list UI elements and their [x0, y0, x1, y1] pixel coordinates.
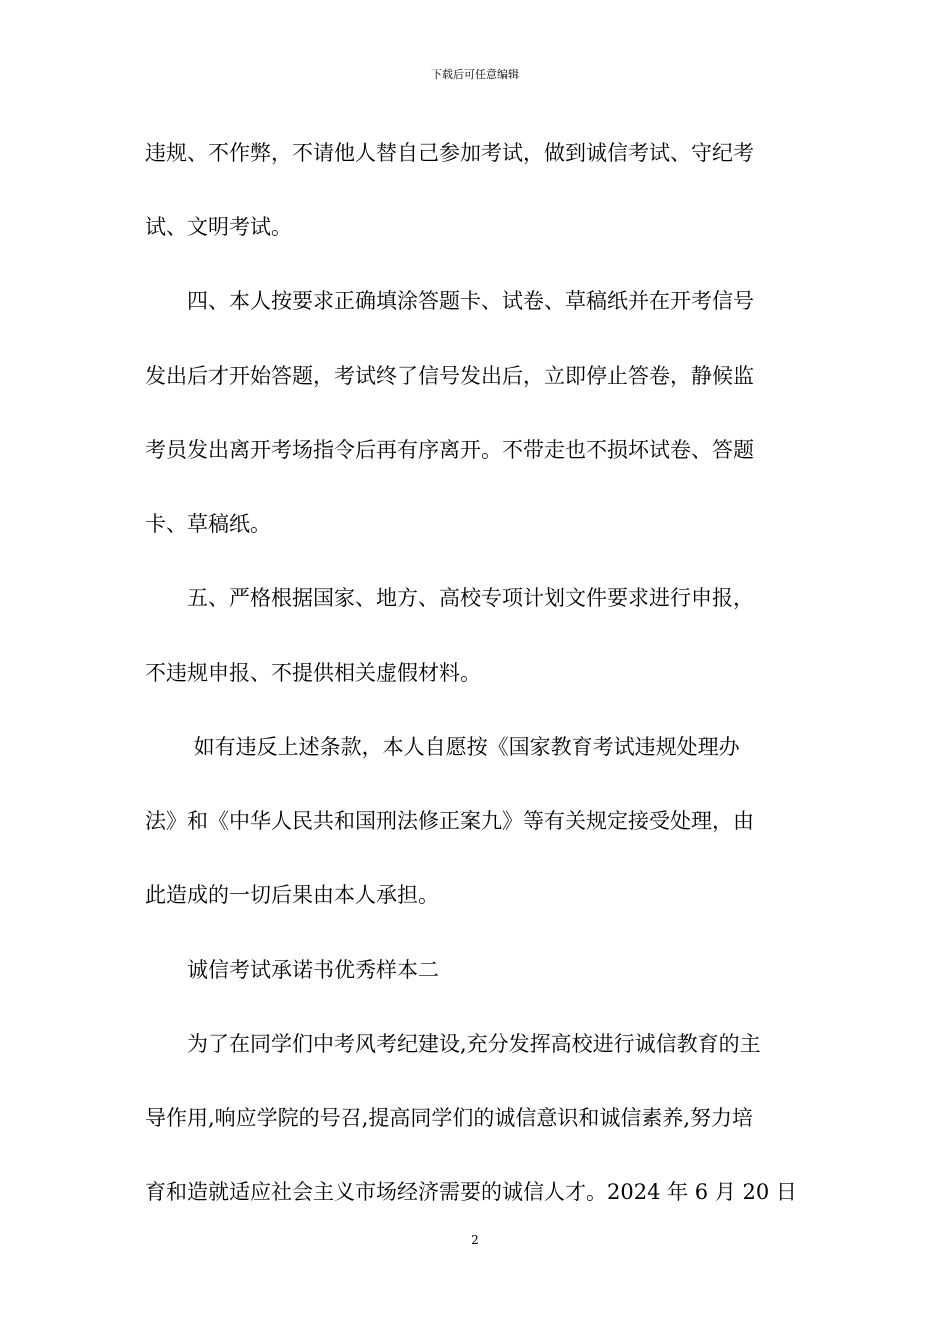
page-header: 下载后可任意编辑 — [431, 68, 519, 81]
body-line: 为了在同学们中考风考纪建设,充分发挥高校进行诚信教育的主 — [145, 1032, 761, 1056]
body-line: 考员发出离开考场指令后再有序离开。不带走也不损坏试卷、答题 — [145, 438, 754, 462]
body-line: 五、严格根据国家、地方、高校专项计划文件要求进行申报， — [145, 586, 754, 610]
body-line: 发出后才开始答题，考试终了信号发出后，立即停止答卷，静候监 — [145, 364, 754, 388]
body-line: 不违规申报、不提供相关虚假材料。 — [145, 661, 481, 685]
page-number: 2 — [471, 1233, 479, 1247]
body-line: 导作用,响应学院的号召,提高同学们的诚信意识和诚信素养,努力培 — [145, 1106, 754, 1130]
body-line: 育和造就适应社会主义市场经济需要的诚信人才。2024 年 6 月 20 日 — [145, 1180, 797, 1204]
body-line: 违规、不作弊，不请他人替自己参加考试，做到诚信考试、守纪考 — [145, 141, 754, 165]
section-heading: 诚信考试承诺书优秀样本二 — [145, 958, 439, 982]
body-line: 卡、草稿纸。 — [145, 512, 271, 536]
body-line: 如有违反上述条款，本人自愿按《国家教育考试违规处理办 — [145, 735, 740, 759]
body-line: 试、文明考试。 — [145, 215, 292, 239]
body-line: 法》和《中华人民共和国刑法修正案九》等有关规定接受处理，由 — [145, 809, 754, 833]
body-line: 此造成的一切后果由本人承担。 — [145, 883, 439, 907]
body-line: 四、本人按要求正确填涂答题卡、试卷、草稿纸并在开考信号 — [145, 289, 754, 313]
